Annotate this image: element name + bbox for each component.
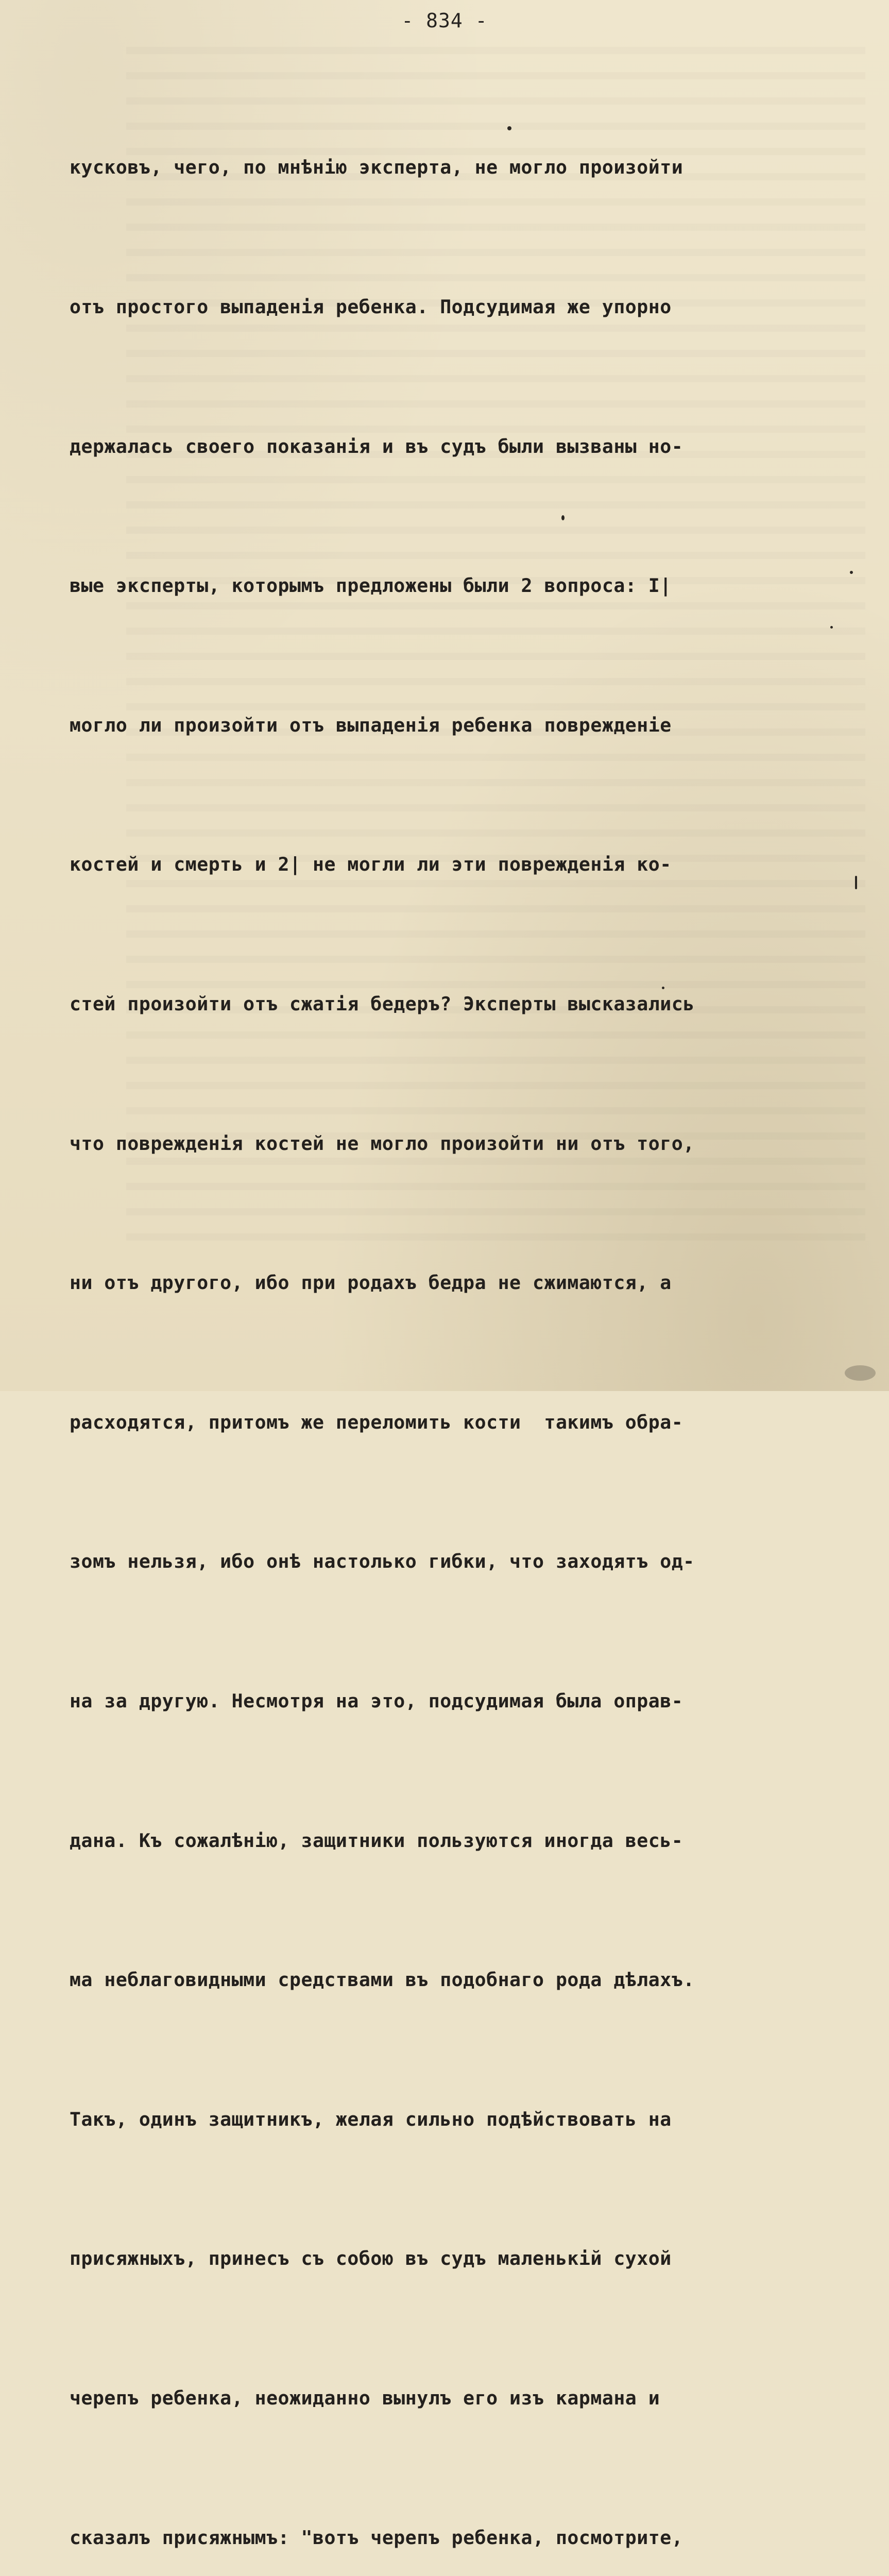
- text-line: стей произойти отъ сжатія бедеръ? Эксперты высказались: [70, 992, 695, 1015]
- text-line: Такъ, одинъ защитникъ, желая сильно подѣйствовать на: [70, 2108, 672, 2130]
- text-line: присяжныхъ, принесъ съ собою въ судъ маленькій сухой: [70, 2247, 672, 2270]
- text-line: дана. Къ сожалѣнію, защитники пользуются иногда весь-: [70, 1829, 683, 1852]
- page-number: - 834 -: [401, 9, 488, 32]
- ink-speck: [850, 571, 853, 574]
- ink-speck: [507, 126, 511, 130]
- ink-speck: [845, 1365, 876, 1381]
- ink-speck: [830, 626, 833, 629]
- text-line: сказалъ присяжнымъ: "вотъ черепъ ребенка, посмотрите,: [70, 2526, 683, 2549]
- text-line: отъ простого выпаденія ребенка. Подсудимая же упорно: [70, 296, 672, 318]
- text-line: что поврежденія костей не могло произойти ни отъ того,: [70, 1132, 695, 1155]
- text-line: кусковъ, чего, по мнѣнію эксперта, не могло произойти: [70, 156, 683, 179]
- text-line: черепъ ребенка, неожиданно вынулъ его изъ кармана и: [70, 2386, 660, 2409]
- text-line: костей и смерть и 2| не могли ли эти поврежденія ко-: [70, 853, 672, 876]
- text-line: расходятся, притомъ же переломить кости такимъ обра-: [70, 1411, 683, 1433]
- text-line: могло ли произойти отъ выпаденія ребенка поврежденіе: [70, 714, 672, 736]
- text-line: ма неблаговидными средствами въ подобнаго рода дѣлахъ.: [70, 1969, 695, 1991]
- ink-speck: [855, 876, 857, 889]
- text-line: зомъ нельзя, ибо онѣ настолько гибки, что заходятъ од-: [70, 1550, 695, 1573]
- text-line: на за другую. Несмотря на это, подсудимая была оправ-: [70, 1689, 683, 1712]
- body-text: [70, 52, 852, 2576]
- text-line: вые эксперты, которымъ предложены были 2 вопроса: I|: [70, 574, 672, 597]
- ink-speck: [561, 515, 565, 520]
- text-line: держалась своего показанія и въ судъ были вызваны но-: [70, 435, 683, 457]
- text-line: ни отъ другого, ибо при родахъ бедра не сжимаются, а: [70, 1272, 672, 1294]
- ink-speck: [662, 987, 664, 989]
